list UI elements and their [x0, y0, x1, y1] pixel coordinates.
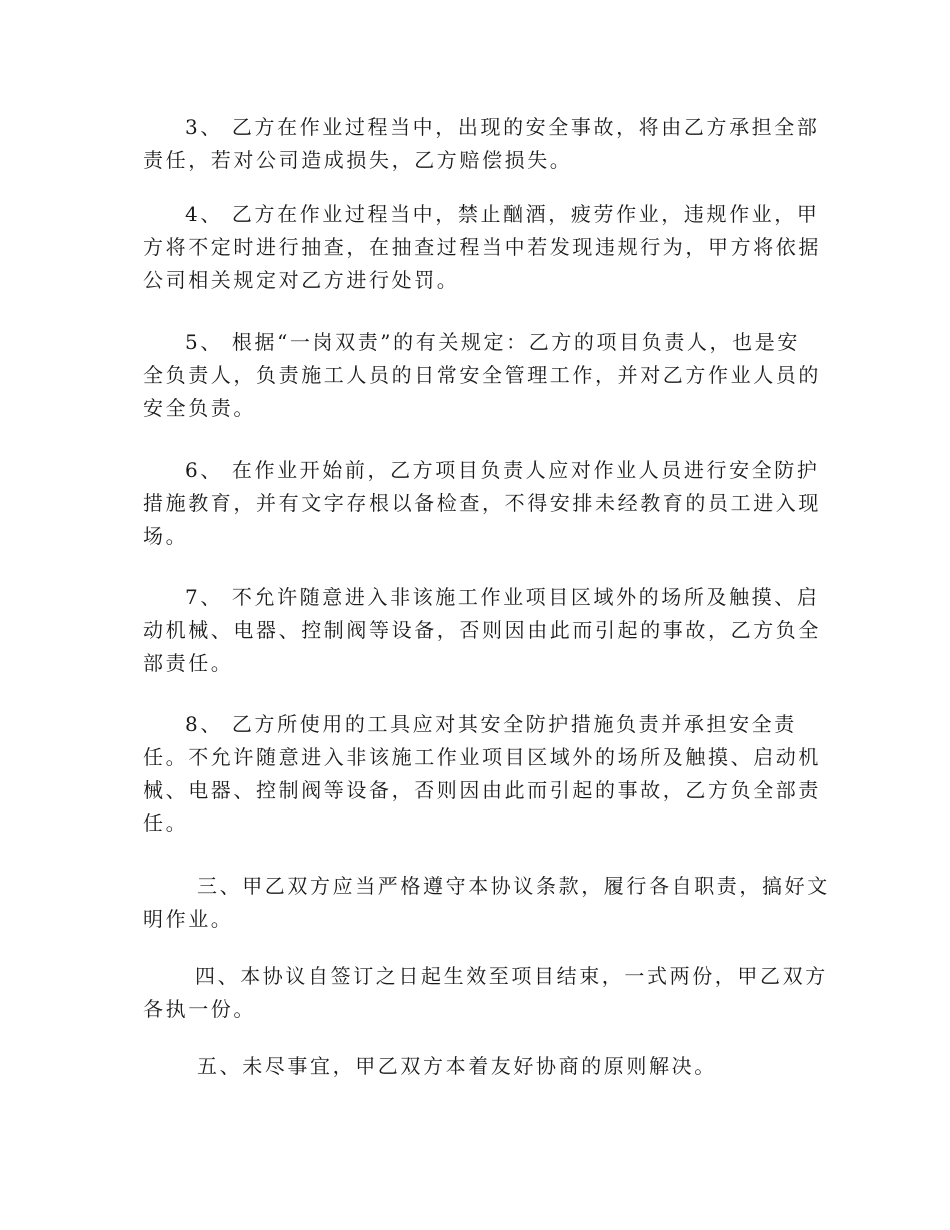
clause-5-line-3: 安全负责。 [143, 396, 256, 420]
clause-7-line-2: 动机械、电器、控制阀等设备，否则因由此而引起的事故，乙方负全 [143, 618, 821, 642]
section-4-line-1: 四、本协议自签订之日起生效至项目结束，一式两份，甲乙双方 [195, 964, 828, 988]
clause-4-line-3: 公司相关规定对乙方进行处罚。 [143, 268, 460, 292]
clause-4-line-1: 4、 乙方在作业过程当中，禁止酗酒，疲劳作业，违规作业，甲 [185, 202, 820, 226]
section-3-line-1: 三、甲乙双方应当严格遵守本协议条款，履行各自职责，搞好文 [197, 874, 830, 898]
clause-5-line-1: 5、 根据“一岗双责”的有关规定：乙方的项目负责人，也是安 [185, 330, 800, 354]
clause-8-line-2: 任。不允许随意进入非该施工作业项目区域外的场所及触摸、启动机 [143, 745, 821, 769]
clause-3 [143, 111, 820, 177]
section-3 [143, 870, 830, 936]
clause-3-line-1: 3、 乙方在作业过程当中，出现的安全事故，将由乙方承担全部 [185, 115, 820, 139]
clause-6-line-1: 6、 在作业开始前，乙方项目负责人应对作业人员进行安全防护 [185, 458, 820, 482]
clause-4 [143, 198, 821, 297]
clause-4-line-2: 方将不定时进行抽查，在抽查过程当中若发现违规行为，甲方将依据 [143, 235, 821, 259]
clause-7-line-3: 部责任。 [143, 651, 234, 675]
section-5-line-1: 五、未尽事宜，甲乙双方本着友好协商的原则解决。 [197, 1054, 717, 1078]
clause-5-line-2: 全负责人，负责施工人员的日常安全管理工作，并对乙方作业人员的 [143, 363, 821, 387]
clause-6-line-2: 措施教育，并有文字存根以备检查，不得安排未经教育的员工进入现 [143, 491, 821, 515]
section-3-line-2: 明作业。 [143, 907, 234, 931]
clause-7-line-1: 7、 不允许随意进入非该施工作业项目区域外的场所及触摸、启 [185, 585, 820, 609]
section-4 [143, 960, 828, 1026]
clause-3-line-2: 责任，若对公司造成损失，乙方赔偿损失。 [143, 148, 573, 172]
clause-8-line-1: 8、 乙方所使用的工具应对其安全防护措施负责并承担安全责 [185, 712, 797, 736]
section-5 [143, 1050, 803, 1083]
clause-8-line-4: 任。 [143, 811, 189, 835]
clause-6-line-3: 场。 [143, 524, 189, 548]
clause-8-line-3: 械、电器、控制阀等设备，否则因由此而引起的事故，乙方负全部责 [143, 778, 821, 802]
clause-5 [143, 326, 821, 425]
clause-7 [143, 581, 821, 680]
clause-6 [143, 454, 821, 553]
section-4-line-2: 各执一份。 [143, 997, 256, 1021]
clause-8 [143, 708, 821, 840]
